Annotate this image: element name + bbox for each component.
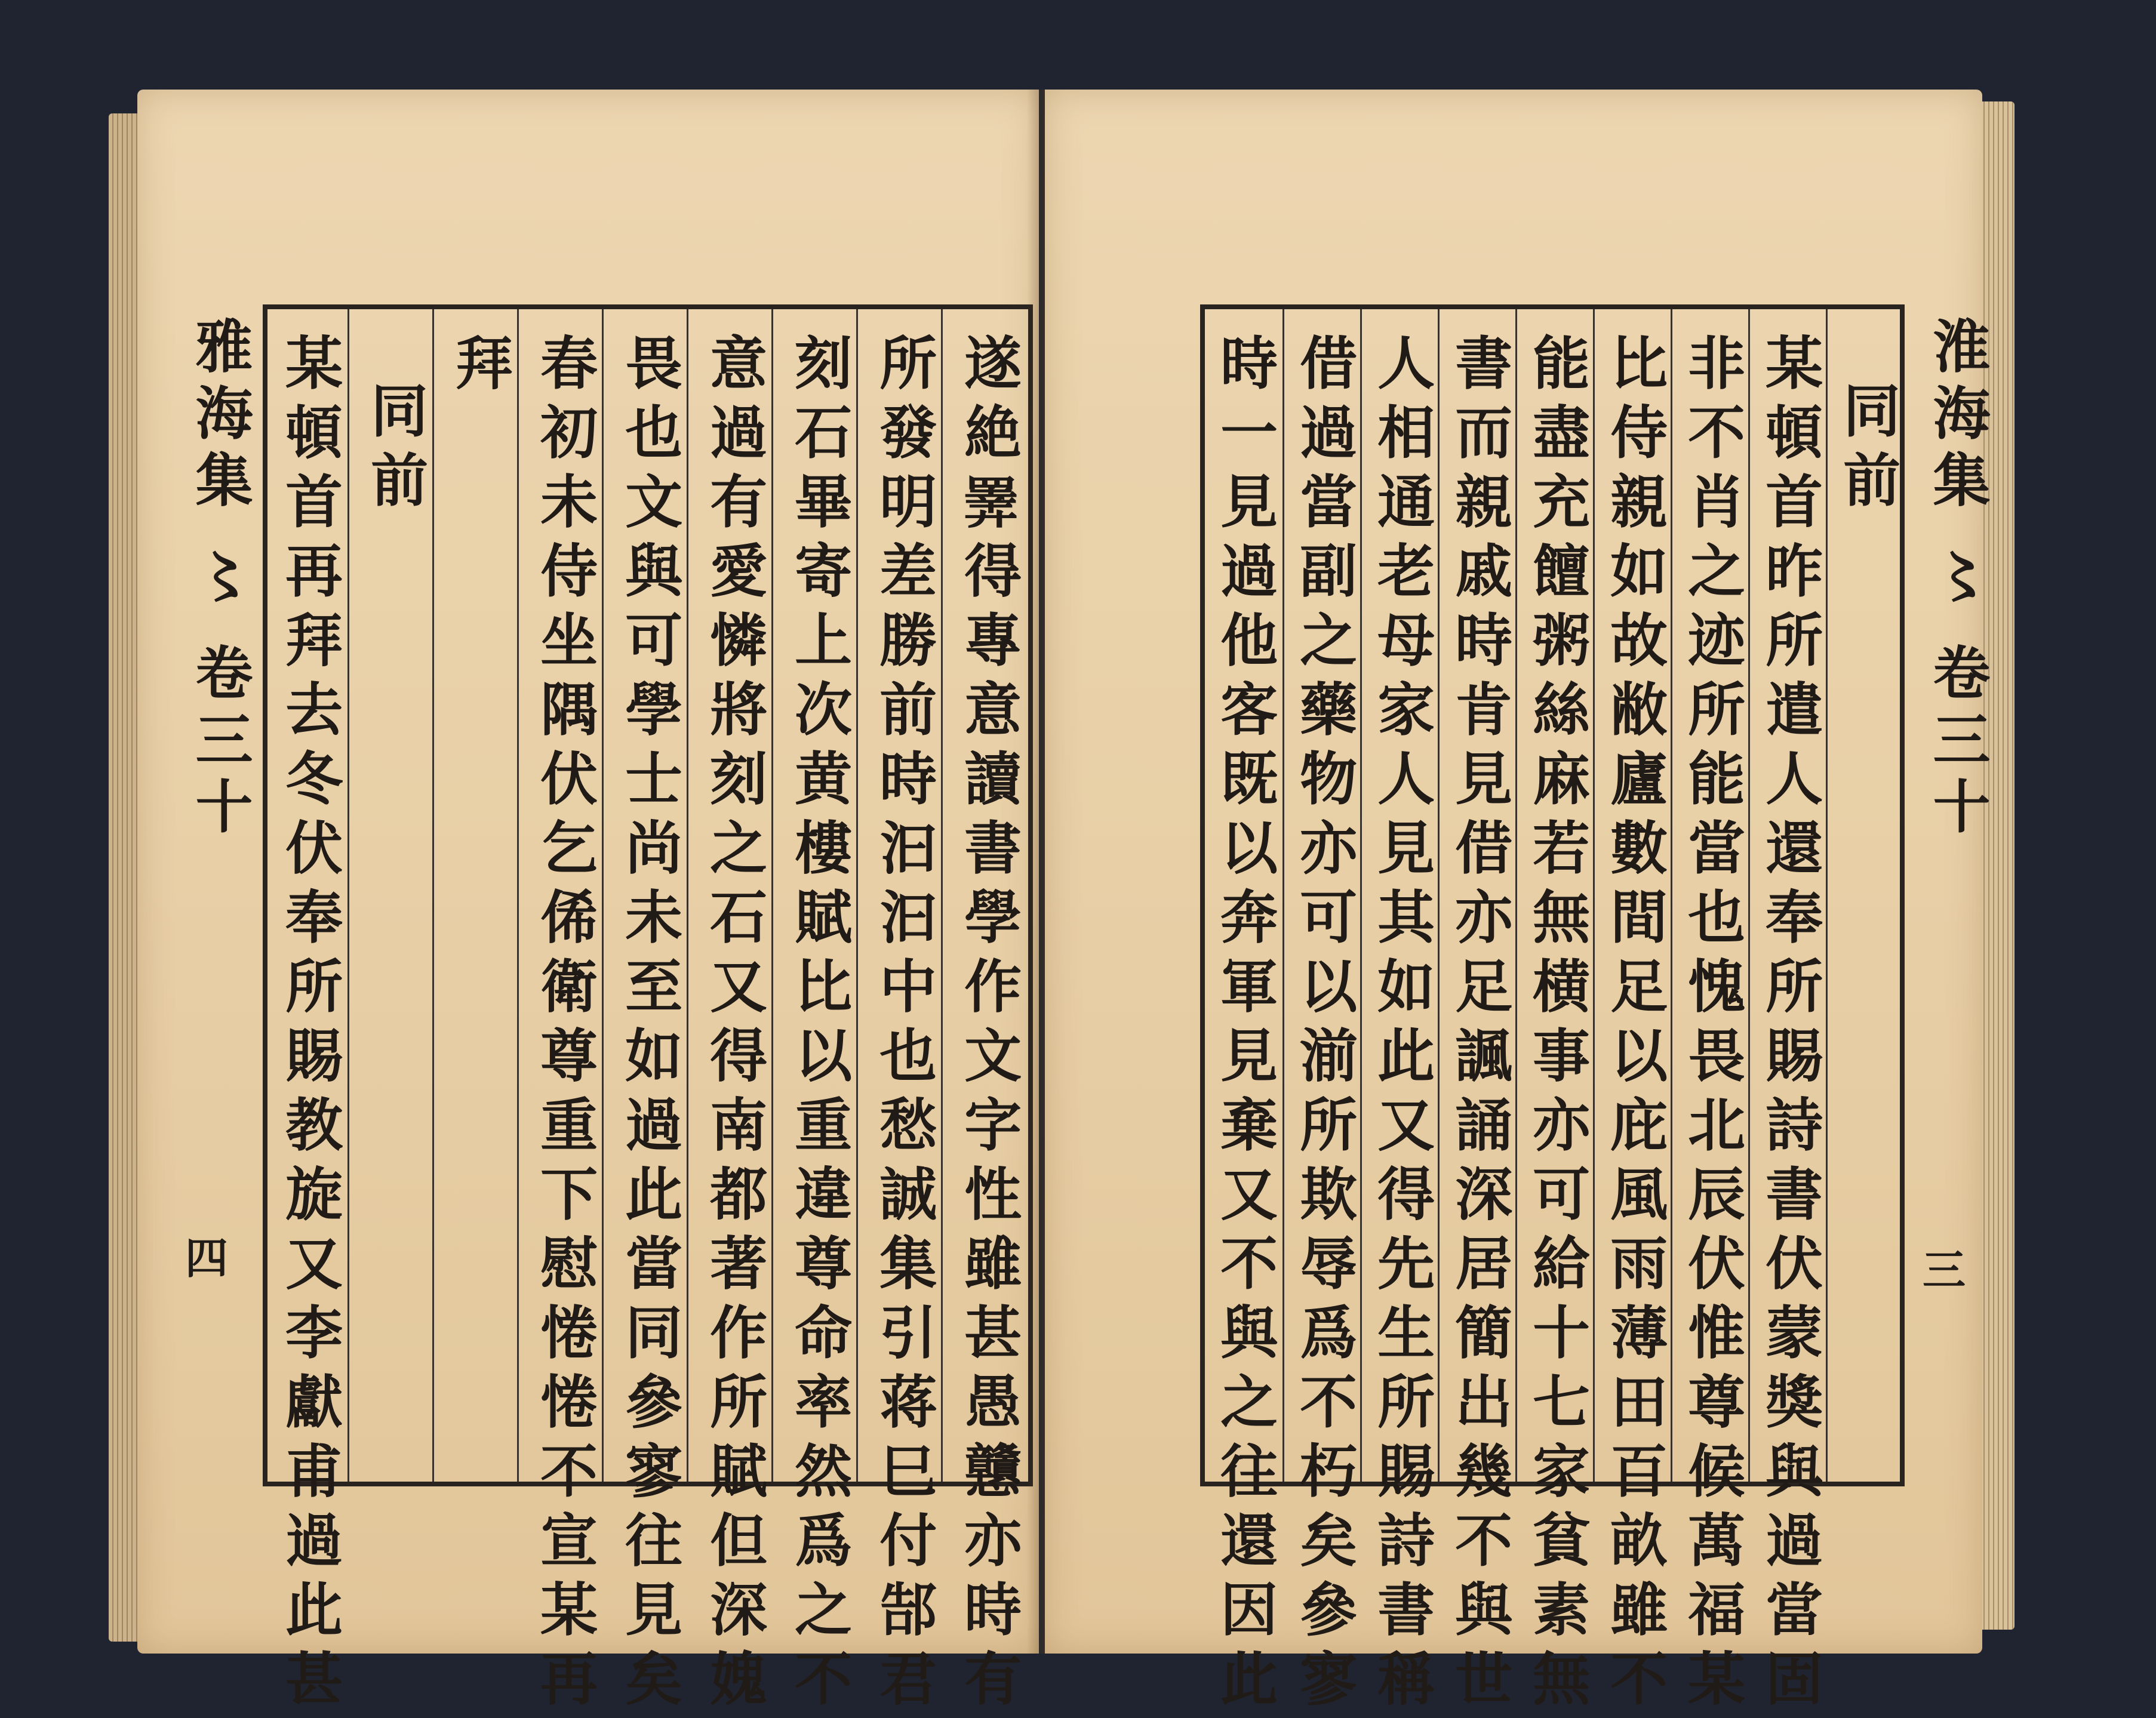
column-text: 某頓首昨所遣人還奉所賜詩書伏蒙獎與過當固 — [1756, 333, 1824, 1718]
text-column — [941, 309, 1027, 1718]
column-text: 借過當副之藥物亦可以湔所欺辱爲不朽矣參寥 — [1290, 333, 1358, 1718]
margin-title: 雅海集 〻 卷三十 — [186, 316, 254, 843]
column-text: 非不肖之迹所能當也愧畏北辰伏惟尊候萬福某 — [1678, 333, 1746, 1718]
text-column — [687, 309, 771, 1718]
text-frame-left — [263, 304, 1033, 1718]
column-text: 能盡充饘粥絲麻若無横事亦可給十七家貧素無 — [1523, 333, 1591, 1718]
column-text: 同前 — [1834, 381, 1902, 519]
text-column — [1593, 309, 1671, 1718]
column-text: 拜 — [446, 333, 514, 402]
left-page — [137, 90, 1039, 1718]
text-column — [1826, 309, 1900, 1482]
folio-number: 四 — [185, 1233, 229, 1283]
column-text: 時一見過他客既以奔軍見棄又不與之往還因此 — [1211, 333, 1279, 1718]
column-text: 刻石畢寄上次黄樓賦比以重違尊命率然爲之不 — [785, 333, 853, 1718]
folio-number: 三 — [1923, 1245, 1966, 1295]
column-text: 所發明差勝前時汩汩中也愁誠集引蒋巳付郜君 — [870, 333, 938, 1718]
right-page — [1045, 90, 1991, 1718]
text-column — [771, 309, 856, 1718]
text-frame-right — [1200, 304, 1905, 1718]
text-column — [347, 309, 432, 1482]
text-column — [1671, 309, 1748, 1718]
column-text: 某頓首再拜去冬伏奉所賜教旋又李獻甫過此甚 — [276, 333, 344, 1718]
column-text: 同前 — [361, 381, 429, 519]
column-text: 比侍親如故敝廬數間足以庇風雨薄田百畝雖不 — [1601, 333, 1669, 1718]
text-column — [1205, 309, 1282, 1718]
text-column — [432, 309, 517, 1482]
text-column — [856, 309, 941, 1718]
text-column — [602, 309, 687, 1718]
open-book — [113, 90, 2006, 1718]
text-column — [267, 309, 347, 1718]
text-column — [517, 309, 602, 1718]
column-text: 書而親戚時肯見借亦足諷誦深居簡出幾不與世 — [1445, 333, 1514, 1718]
text-column — [1438, 309, 1515, 1718]
text-column — [1282, 309, 1360, 1718]
column-text: 遂絶𢍰得專意讀書學作文字性雖甚愚戇亦時有 — [955, 333, 1023, 1718]
margin-title: 淮海集 〻 卷三十 — [1924, 316, 1991, 843]
column-text: 意過有愛憐將刻之石又得南都著作所賦但深媿 — [700, 333, 768, 1718]
column-text: 春初未侍坐隅伏乞俙衛尊重下慰惓惓不宣某再 — [531, 333, 599, 1718]
column-text: 畏也文與可學士尚未至如過此當同參寥往見矣 — [616, 333, 684, 1718]
column-text: 人相通老母家人見其如此又得先生所賜詩書稱 — [1368, 333, 1436, 1718]
text-column — [1360, 309, 1438, 1718]
text-column — [1748, 309, 1826, 1718]
text-column — [1515, 309, 1593, 1718]
